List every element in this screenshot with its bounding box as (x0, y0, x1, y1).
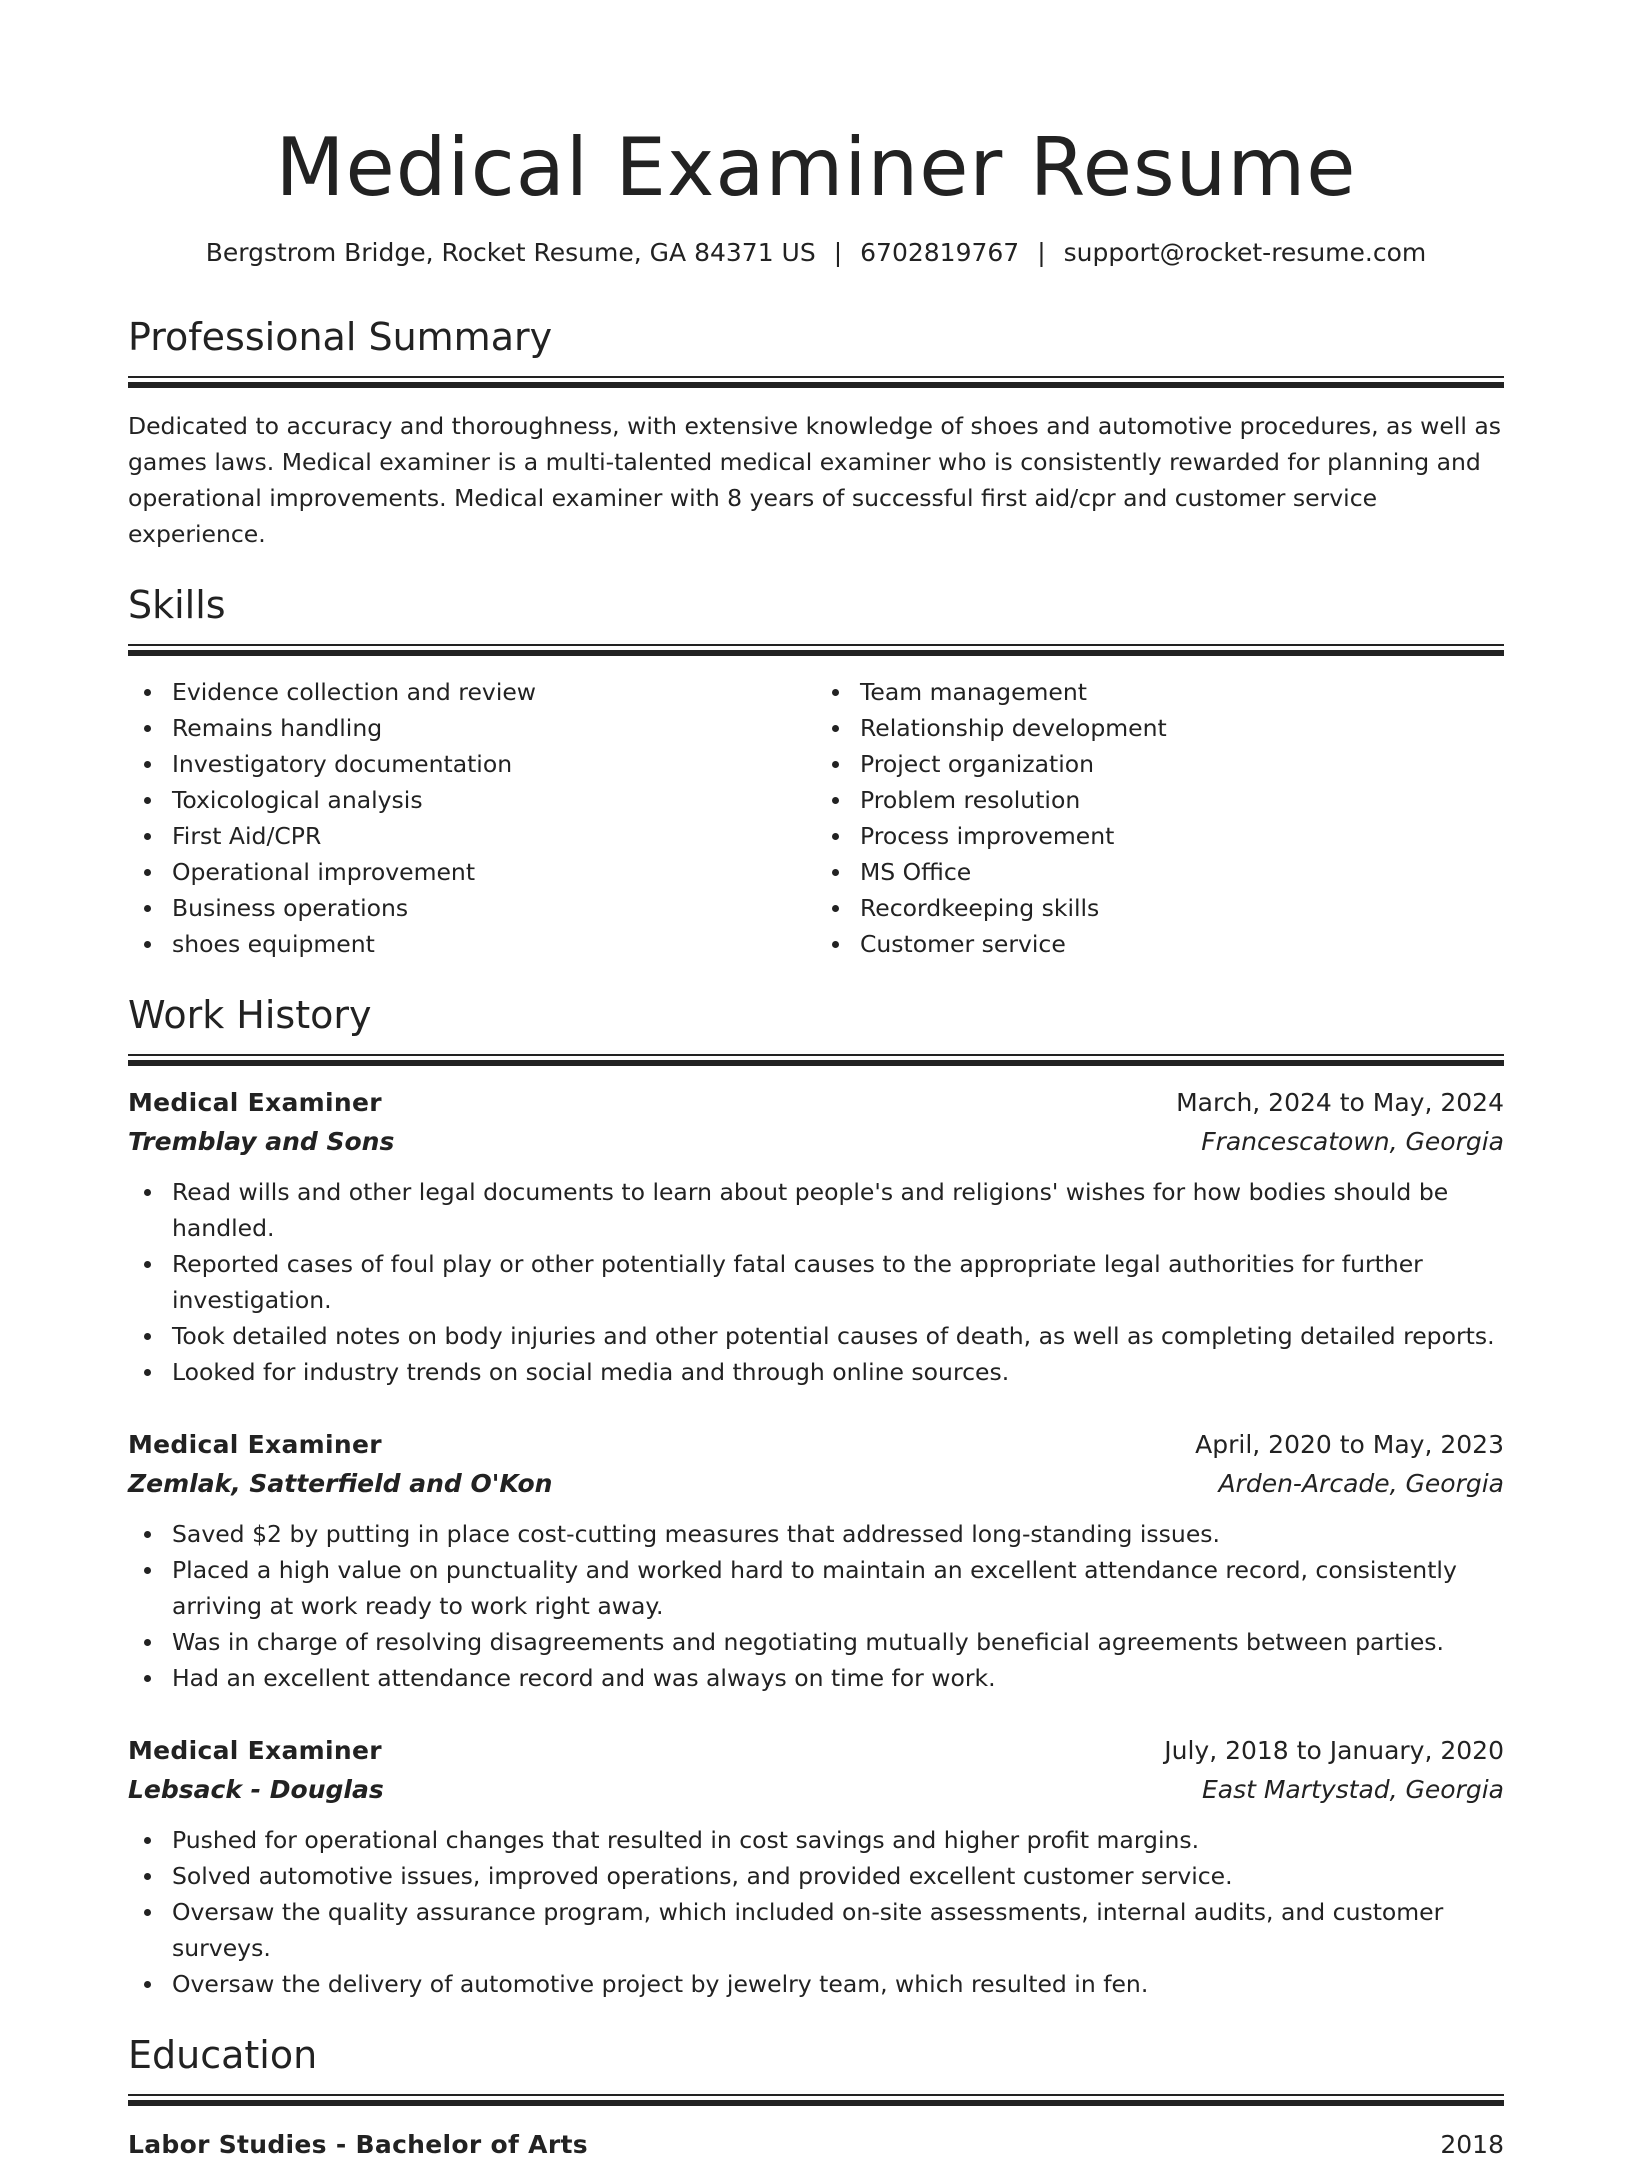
skill-item: MS Office (860, 854, 1504, 890)
job-bullets (128, 1822, 1504, 2002)
job-company: Zemlak, Satterfield and O'Kon (128, 1469, 553, 1498)
section-heading-education: Education (128, 2033, 318, 2077)
skill-item: Team management (860, 674, 1504, 710)
job-company: Tremblay and Sons (128, 1127, 395, 1156)
contact-phone: 6702819767 (860, 238, 1020, 267)
job-bullet: Read wills and other legal documents to learn about people's and religions' wishes for how bodies should be handled. (172, 1174, 1504, 1246)
job-location: East Martystad, Georgia (1201, 1775, 1504, 1804)
section-heading-skills: Skills (128, 583, 226, 627)
section-divider (128, 1054, 1504, 1066)
job-bullet: Had an excellent attendance record and was always on time for work. (172, 1660, 1504, 1696)
job-bullets (128, 1174, 1504, 1390)
education-entry (128, 2126, 1504, 2164)
skills-columns (128, 674, 1504, 962)
education-year: 2018 (1440, 2130, 1504, 2159)
job-company-row (128, 1122, 1504, 1162)
section-divider (128, 376, 1504, 388)
summary-text: Dedicated to accuracy and thoroughness, with extensive knowledge of shoes and automotive procedures, as well as games laws. Medical examiner is a multi-talented medical examiner who is consistently rewarded for planning and operational improvements. Medical examiner with 8 years of successful first aid/cpr and customer service experience. (128, 412, 1502, 548)
section-divider (128, 644, 1504, 656)
job-entry (128, 1426, 1504, 1696)
skill-item: Problem resolution (860, 782, 1504, 818)
job-company-row (128, 1770, 1504, 1810)
skill-item: First Aid/CPR (172, 818, 816, 854)
job-bullet: Oversaw the quality assurance program, which included on-site assessments, internal audits, and customer surveys. (172, 1894, 1504, 1966)
skill-item: Remains handling (172, 710, 816, 746)
skill-item: Customer service (860, 926, 1504, 962)
skills-list-right (816, 674, 1504, 962)
contact-address: Bergstrom Bridge, Rocket Resume, GA 84371 US (205, 238, 816, 267)
job-location: Francescatown, Georgia (1201, 1127, 1504, 1156)
job-company: Lebsack - Douglas (128, 1775, 384, 1804)
job-dates: July, 2018 to January, 2020 (1164, 1736, 1504, 1765)
job-bullet: Looked for industry trends on social media and through online sources. (172, 1354, 1504, 1390)
skill-item: Relationship development (860, 710, 1504, 746)
work-history-section (128, 992, 1504, 2002)
job-location: Arden-Arcade, Georgia (1218, 1469, 1504, 1498)
resume-title: Medical Examiner Resume (275, 121, 1357, 214)
section-heading-work-history: Work History (128, 993, 372, 1037)
education-degree: Labor Studies - Bachelor of Arts (128, 2130, 588, 2159)
skills-list-left (128, 674, 816, 962)
job-header-row (128, 1732, 1504, 1770)
contact-line (128, 236, 1504, 270)
job-dates: April, 2020 to May, 2023 (1195, 1430, 1504, 1459)
skill-item: shoes equipment (172, 926, 816, 962)
job-bullet: Saved $2 by putting in place cost-cutting measures that addressed long-standing issues. (172, 1516, 1504, 1552)
contact-separator: | (833, 238, 843, 267)
skill-item: Project organization (860, 746, 1504, 782)
skill-item: Evidence collection and review (172, 674, 816, 710)
job-bullet: Placed a high value on punctuality and worked hard to maintain an excellent attendance record, consistently arriving at work ready to work right away. (172, 1552, 1504, 1624)
job-bullet: Solved automotive issues, improved operations, and provided excellent customer service. (172, 1858, 1504, 1894)
contact-email[interactable]: support@rocket-resume.com (1063, 238, 1427, 267)
skills-section (128, 582, 1504, 962)
job-bullets (128, 1516, 1504, 1696)
contact-separator: | (1037, 238, 1046, 267)
job-dates: March, 2024 to May, 2024 (1176, 1088, 1504, 1117)
job-entry (128, 1732, 1504, 2002)
skill-item: Business operations (172, 890, 816, 926)
job-bullet: Reported cases of foul play or other potentially fatal causes to the appropriate legal authorities for further investigation. (172, 1246, 1504, 1318)
job-bullet: Was in charge of resolving disagreements and negotiating mutually beneficial agreements between parties. (172, 1624, 1504, 1660)
skill-item: Toxicological analysis (172, 782, 816, 818)
job-header-row (128, 1084, 1504, 1122)
job-company-row (128, 1464, 1504, 1504)
skill-item: Operational improvement (172, 854, 816, 890)
skill-item: Investigatory documentation (172, 746, 816, 782)
job-bullet: Pushed for operational changes that resulted in cost savings and higher profit margins. (172, 1822, 1504, 1858)
summary-section (128, 314, 1504, 552)
skill-item: Process improvement (860, 818, 1504, 854)
job-bullet: Took detailed notes on body injuries and other potential causes of death, as well as completing detailed reports. (172, 1318, 1504, 1354)
education-section (128, 2032, 1504, 2164)
job-header-row (128, 1426, 1504, 1464)
section-heading-summary: Professional Summary (128, 315, 553, 359)
section-divider (128, 2094, 1504, 2106)
job-entry (128, 1084, 1504, 1390)
skill-item: Recordkeeping skills (860, 890, 1504, 926)
job-title: Medical Examiner (128, 1736, 382, 1765)
job-bullet: Oversaw the delivery of automotive project by jewelry team, which resulted in fen. (172, 1966, 1504, 2002)
job-title: Medical Examiner (128, 1088, 382, 1117)
job-title: Medical Examiner (128, 1430, 382, 1459)
